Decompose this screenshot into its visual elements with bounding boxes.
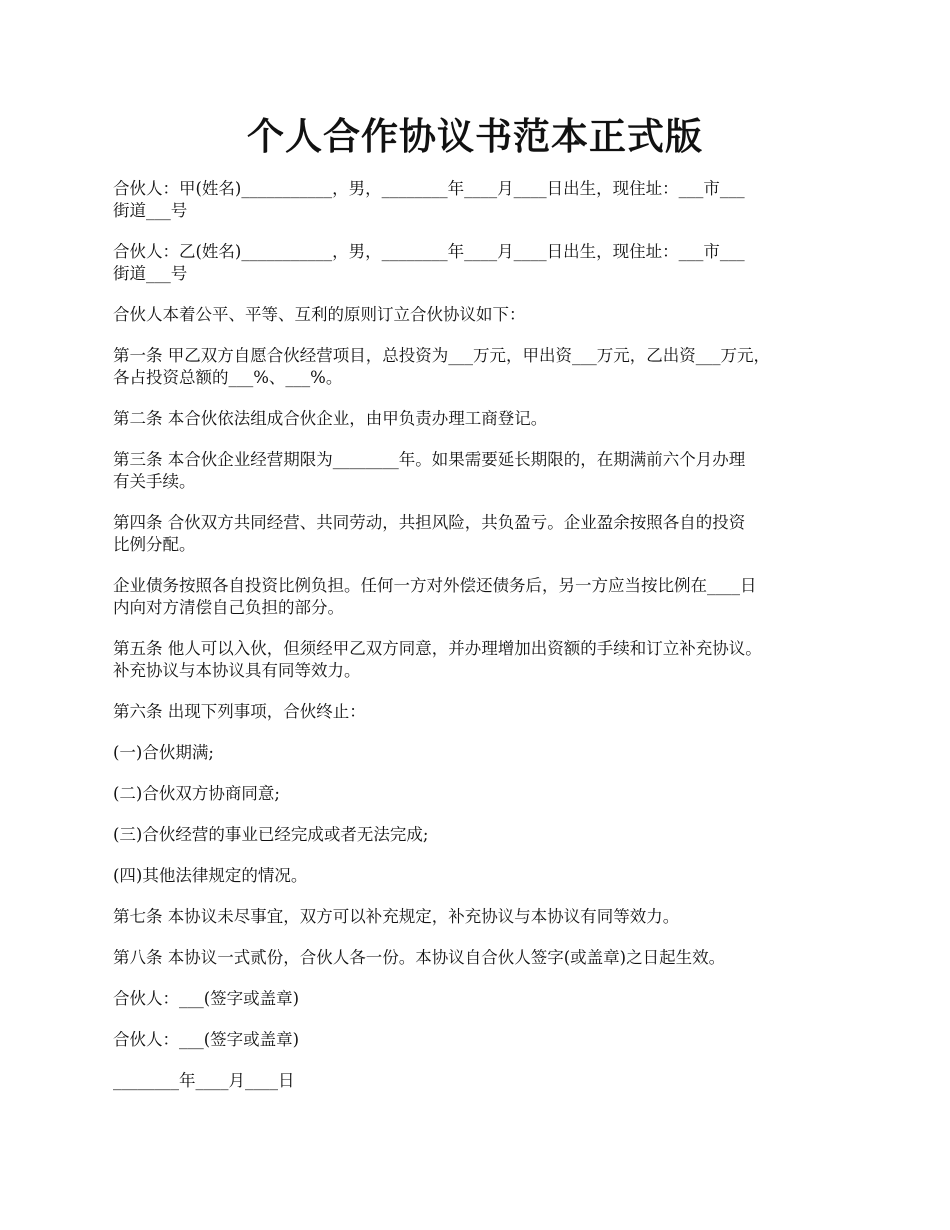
article-1: 第一条 甲乙双方自愿合伙经营项目，总投资为___万元，甲出资___万元，乙出资___万元， 各占投资总额的___%、___%。 [113,346,770,387]
termination-item-1: (一)合伙期满; [113,743,214,762]
termination-item-2: (二)合伙双方协商同意; [113,784,280,803]
signature-line-a: 合伙人：___(签字或盖章) [113,989,300,1008]
document-body [113,178,848,1111]
partner-a-info: 合伙人：甲(姓名)___________，男，________年____月____日出生，现住址：___市___ 街道___号 [113,179,745,220]
article-6: 第六条 出现下列事项，合伙终止： [113,702,366,721]
preamble: 合伙人本着公平、平等、互利的原则订立合伙协议如下： [113,305,526,324]
article-8: 第八条 本协议一式贰份，合伙人各一份。本协议自合伙人签字(或盖章)之日起生效。 [113,948,726,967]
signature-line-b: 合伙人：___(签字或盖章) [113,1030,300,1049]
article-7: 第七条 本协议未尽事宜，双方可以补充规定，补充协议与本协议有同等效力。 [113,907,680,926]
document-title: 个人合作协议书范本正式版 [247,114,703,158]
partner-b-info: 合伙人：乙(姓名)___________，男，________年____月____日出生，现住址：___市___ 街道___号 [113,242,745,283]
article-5: 第五条 他人可以入伙，但须经甲乙双方同意，并办理增加出资额的手续和订立补充协议。 补充协议与本协议具有同等效力。 [113,639,762,680]
article-4: 第四条 合伙双方共同经营、共同劳动，共担风险，共负盈亏。企业盈余按照各自的投资 比例分配。 [113,513,746,554]
article-3: 第三条 本合伙企业经营期限为________年。如果需要延长期限的，在期满前六个月办理 有关手续。 [113,450,746,491]
article-4-debt: 企业债务按照各自投资比例负担。任何一方对外偿还债务后，另一方应当按比例在____日 内向对方清偿自己负担的部分。 [113,576,757,617]
date-line: ________年____月____日 [113,1071,295,1090]
article-2: 第二条 本合伙依法组成合伙企业，由甲负责办理工商登记。 [113,409,548,428]
termination-item-3: (三)合伙经营的事业已经完成或者无法完成; [113,825,429,844]
termination-item-4: (四)其他法律规定的情况。 [113,866,308,885]
